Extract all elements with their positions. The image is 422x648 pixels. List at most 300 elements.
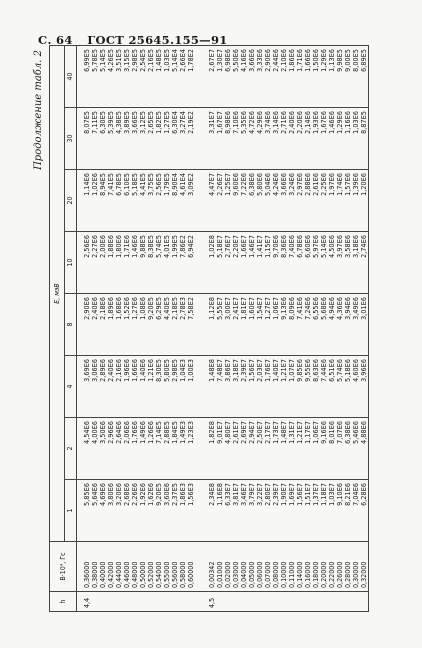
value-cell: 4,16Е6 — [240, 45, 248, 107]
value-cell: 9,13Е6 — [280, 294, 288, 356]
value-cell: 6,98Е6 — [224, 45, 232, 107]
value-cell: 2,00Е6 — [99, 232, 107, 294]
value-cell: 9,00Е5 — [344, 45, 352, 107]
value-cell: 6,51Е6 — [328, 356, 336, 418]
energy-header-cell: 4 — [65, 356, 77, 418]
value-cell: 5,18Е7 — [216, 232, 224, 294]
value-cell: 4,01Е5 — [163, 232, 171, 294]
value-cell: 1,67Е7 — [216, 108, 224, 170]
h-cell — [155, 592, 163, 612]
h-cell — [115, 592, 123, 612]
value-cell: 2,26Е6 — [131, 480, 139, 542]
h-cell — [352, 592, 360, 612]
value-cell: 2,54Е5 — [139, 45, 147, 107]
value-cell: 2,68Е6 — [123, 480, 131, 542]
h-cell — [131, 592, 139, 612]
value-cell: 1,56Е7 — [248, 356, 256, 418]
value-cell: 4,60Е6 — [352, 356, 360, 418]
h-cell — [280, 592, 288, 612]
value-cell: 1,71Е6 — [123, 232, 131, 294]
b-value-cell: 0,10000 — [280, 542, 288, 592]
value-cell: 1,66Е7 — [240, 232, 248, 294]
value-cell: 5,85Е6 — [77, 480, 92, 542]
b-value-cell: 0,36000 — [77, 542, 92, 592]
value-cell: 8,30Е5 — [155, 356, 163, 418]
value-cell: 1,71Е6 — [296, 45, 304, 107]
value-cell: 2,98Е5 — [171, 356, 179, 418]
value-cell: 4,61Е4 — [179, 170, 187, 232]
value-cell: 2,19Е2 — [187, 108, 195, 170]
b-value-cell: 0,52000 — [147, 542, 155, 592]
value-cell: 4,69Е6 — [99, 480, 107, 542]
value-cell: 3,74Е6 — [264, 108, 272, 170]
h-cell — [224, 592, 232, 612]
value-cell: 2,20Е6 — [296, 108, 304, 170]
value-cell: 3,69Е6 — [77, 356, 92, 418]
energy-header-cell: 8 — [65, 294, 77, 356]
b-value-cell: 0,07000 — [264, 542, 272, 592]
energy-header-cell: 10 — [65, 232, 77, 294]
value-cell: 2,26Е7 — [216, 170, 224, 232]
value-cell: 2,71Е6 — [280, 108, 288, 170]
value-cell: 9,10Е6 — [336, 480, 344, 542]
value-cell: 7,86Е2 — [179, 232, 187, 294]
value-cell: 2,44Е6 — [272, 45, 280, 107]
value-cell: 5,78Е5 — [91, 45, 99, 107]
b-value-cell: 0,50000 — [139, 542, 147, 592]
table-body — [77, 45, 369, 611]
value-cell: 3,33Е6 — [256, 45, 264, 107]
value-cell: 1,03Е5 — [163, 45, 171, 107]
value-cell: 1,84Е5 — [171, 418, 179, 480]
energy-group-header — [50, 45, 65, 541]
value-cell: 1,29Е6 — [320, 45, 328, 107]
b-value-cell: 0,56000 — [171, 542, 179, 592]
value-cell: 3,00Е7 — [224, 294, 232, 356]
b-value-cell: 0,05000 — [248, 542, 256, 592]
value-cell: 1,74Е6 — [336, 170, 344, 232]
value-cell: 6,94Е2 — [187, 232, 195, 294]
value-cell: 1,78Е2 — [187, 45, 195, 107]
value-cell: 1,16Е6 — [344, 108, 352, 170]
value-cell: 2,16Е5 — [147, 45, 155, 107]
value-cell: 5,18Е6 — [344, 356, 352, 418]
value-cell: 2,67Е7 — [202, 45, 216, 107]
energy-header-cell: 30 — [65, 108, 77, 170]
value-cell: 3,15Е5 — [123, 45, 131, 107]
value-cell: 2,40Е6 — [107, 356, 115, 418]
value-cell: 9,98Е5 — [336, 45, 344, 107]
value-cell: 8,21Е6 — [344, 480, 352, 542]
value-cell: 4,50Е6 — [328, 232, 336, 294]
value-cell: 1,04Е3 — [179, 356, 187, 418]
value-cell: 1,02Е8 — [202, 232, 216, 294]
value-cell: 6,78Е6 — [296, 232, 304, 294]
value-cell: 5,68Е6 — [320, 294, 328, 356]
gap-cell — [195, 356, 202, 418]
h-cell — [264, 592, 272, 612]
value-cell: 1,60Е7 — [248, 294, 256, 356]
value-cell: 2,14Е6 — [304, 108, 312, 170]
value-cell: 1,89Е6 — [107, 294, 115, 356]
value-cell: 5,64Е6 — [91, 480, 99, 542]
value-cell: 3,18Е7 — [232, 356, 240, 418]
gap-cell — [195, 592, 202, 612]
value-cell: 1,13Е6 — [328, 45, 336, 107]
h-cell — [296, 592, 304, 612]
value-cell: 3,24Е6 — [288, 170, 296, 232]
value-cell: 1,20Е6 — [360, 170, 369, 232]
h-cell — [91, 592, 99, 612]
b-value-cell: 0,60000 — [187, 542, 195, 592]
value-cell: 1,18Е7 — [320, 480, 328, 542]
value-cell: 6,99Е5 — [77, 45, 92, 107]
value-cell: 1,26Е6 — [147, 418, 155, 480]
b-value-cell: 0,16000 — [304, 542, 312, 592]
value-cell: 9,85Е6 — [296, 356, 304, 418]
value-cell: 1,40Е7 — [272, 356, 280, 418]
value-cell: 2,88Е6 — [304, 170, 312, 232]
value-cell: 2,27Е6 — [91, 232, 99, 294]
value-cell: 1,25Е7 — [224, 170, 232, 232]
value-cell: 2,25Е6 — [320, 170, 328, 232]
value-cell: 7,22Е6 — [240, 170, 248, 232]
value-cell: 2,89Е6 — [99, 356, 107, 418]
value-cell: 1,67Е6 — [320, 108, 328, 170]
h-cell — [179, 592, 187, 612]
value-cell: 1,00Е3 — [187, 356, 195, 418]
value-cell: 8,98Е6 — [224, 108, 232, 170]
value-cell: 8,07Е5 — [77, 108, 92, 170]
value-cell: 1,14Е6 — [77, 170, 92, 232]
value-cell: 2,34Е8 — [202, 480, 216, 542]
value-cell: 3,81Е7 — [232, 480, 240, 542]
value-cell: 3,66Е6 — [280, 170, 288, 232]
value-cell: 1,50Е6 — [312, 45, 320, 107]
value-cell: 1,21Е7 — [296, 418, 304, 480]
gap-cell — [195, 418, 202, 480]
value-cell: 2,66Е4 — [179, 45, 187, 107]
value-cell: 1,76Е6 — [131, 418, 139, 480]
value-cell: 7,41Е5 — [107, 170, 115, 232]
value-cell: 4,36Е6 — [336, 294, 344, 356]
value-cell: 1,46Е6 — [131, 232, 139, 294]
value-cell: 8,90Е4 — [171, 170, 179, 232]
value-cell: 1,46Е6 — [328, 108, 336, 170]
value-cell: 6,30Е5 — [99, 108, 107, 170]
gap-cell — [195, 232, 202, 294]
value-cell: 4,41Е5 — [139, 170, 147, 232]
value-cell: 2,76Е7 — [224, 232, 232, 294]
gap-cell — [195, 542, 202, 592]
b-value-cell: 0,08000 — [272, 542, 280, 592]
b-value-cell: 0,22000 — [328, 542, 336, 592]
value-cell: 1,02Е6 — [91, 170, 99, 232]
value-cell: 8,36Е6 — [280, 232, 288, 294]
b-value-cell: 0,44000 — [115, 542, 123, 592]
value-cell: 2,97Е6 — [296, 170, 304, 232]
b-value-cell: 0,30000 — [352, 542, 360, 592]
h-cell — [171, 592, 179, 612]
value-cell: 2,64Е6 — [115, 418, 123, 480]
value-cell: 4,29Е6 — [256, 108, 264, 170]
value-cell: 3,09Е2 — [187, 170, 195, 232]
value-cell: 1,41Е7 — [256, 232, 264, 294]
value-cell: 1,48Е7 — [280, 418, 288, 480]
value-cell: 3,97Е6 — [336, 232, 344, 294]
value-cell: 1,76Е7 — [264, 356, 272, 418]
value-cell: 1,12Е8 — [202, 294, 216, 356]
value-cell: 1,15Е7 — [264, 232, 272, 294]
value-cell: 9,55Е6 — [304, 356, 312, 418]
col-b-header: B·10⁴, Гс — [50, 542, 77, 592]
value-cell: 4,54Е6 — [77, 418, 92, 480]
value-cell: 2,37Е5 — [171, 480, 179, 542]
value-cell: 2,98Е5 — [131, 45, 139, 107]
h-cell — [328, 592, 336, 612]
value-cell: 2,61Е6 — [312, 170, 320, 232]
value-cell: 2,94Е7 — [248, 418, 256, 480]
gap-cell — [195, 108, 202, 170]
value-cell: 3,66Е6 — [248, 45, 256, 107]
value-cell: 2,80Е7 — [264, 480, 272, 542]
value-cell: 1,21Е6 — [147, 356, 155, 418]
value-cell: 1,27Е6 — [131, 294, 139, 356]
value-cell: 9,88Е5 — [139, 232, 147, 294]
gap-cell — [195, 170, 202, 232]
value-cell: 8,38Е5 — [147, 232, 155, 294]
b-value-cell: 0,58000 — [179, 542, 187, 592]
b-value-cell: 0,11000 — [288, 542, 296, 592]
value-cell: 2,18Е6 — [99, 294, 107, 356]
value-cell: 4,40Е5 — [163, 294, 171, 356]
value-cell: 5,14Е4 — [171, 45, 179, 107]
value-cell: 7,14Е5 — [155, 418, 163, 480]
value-cell: 3,50Е6 — [99, 418, 107, 480]
value-cell: 1,82Е5 — [155, 108, 163, 170]
energy-header-cell: 1 — [65, 480, 77, 542]
value-cell: 3,46Е7 — [240, 480, 248, 542]
h-cell — [248, 592, 256, 612]
value-cell: 6,60Е6 — [304, 232, 312, 294]
value-cell: 5,55Е7 — [216, 294, 224, 356]
value-cell: 5,14Е5 — [99, 45, 107, 107]
value-cell: 3,75Е5 — [147, 170, 155, 232]
value-cell: 9,60Е6 — [232, 170, 240, 232]
b-value-cell: 0,06000 — [256, 542, 264, 592]
value-cell: 1,21Е7 — [280, 356, 288, 418]
value-cell: 3,86Е7 — [224, 356, 232, 418]
energy-header-cell: 20 — [65, 170, 77, 232]
value-cell: 2,20Е7 — [232, 232, 240, 294]
value-cell: 9,16Е6 — [320, 418, 328, 480]
h-cell — [256, 592, 264, 612]
h-cell — [304, 592, 312, 612]
value-cell: 1,08Е6 — [139, 294, 147, 356]
value-cell: 1,81Е7 — [240, 294, 248, 356]
value-cell: 6,33Е7 — [224, 480, 232, 542]
value-cell: 1,51Е7 — [304, 480, 312, 542]
b-value-cell: 0,01000 — [216, 542, 224, 592]
value-cell: 3,51Е5 — [115, 45, 123, 107]
value-cell: 1,49Е3 — [179, 418, 187, 480]
value-cell: 9,01Е7 — [216, 418, 224, 480]
value-cell: 3,58Е6 — [344, 232, 352, 294]
value-cell: 7,24Е6 — [304, 294, 312, 356]
page-number: С. 64 — [38, 33, 73, 47]
value-cell: 1,92Е6 — [139, 480, 147, 542]
value-cell: 1,73Е7 — [272, 418, 280, 480]
value-cell: 1,66Е6 — [304, 45, 312, 107]
value-cell: 2,96Е6 — [107, 418, 115, 480]
value-cell: 2,65Е5 — [147, 108, 155, 170]
value-cell: 1,86Е6 — [288, 45, 296, 107]
value-cell: 1,69Е7 — [288, 480, 296, 542]
value-cell: 3,14Е6 — [272, 108, 280, 170]
value-cell: 3,94Е6 — [344, 294, 352, 356]
value-cell: 1,16Е8 — [216, 480, 224, 542]
value-cell: 5,35Е6 — [240, 108, 248, 170]
value-cell: 1,68Е6 — [115, 294, 123, 356]
value-cell: 2,69Е7 — [240, 418, 248, 480]
value-cell: 1,31Е7 — [288, 418, 296, 480]
value-cell: 8,94Е5 — [99, 170, 107, 232]
value-cell: 6,89Е5 — [360, 45, 369, 107]
h-cell — [99, 592, 107, 612]
b-value-cell: 0,04000 — [240, 542, 248, 592]
energy-group-label: E, мэВ — [52, 283, 61, 304]
h-cell — [123, 592, 131, 612]
value-cell: 2,40Е6 — [91, 294, 99, 356]
value-cell: 4,00Е6 — [91, 418, 99, 480]
b-value-cell: 0,46000 — [123, 542, 131, 592]
value-cell: 5,18Е5 — [131, 170, 139, 232]
value-cell: 7,10Е6 — [232, 108, 240, 170]
value-cell: 2,78Е3 — [179, 294, 187, 356]
value-cell: 2,03Е7 — [256, 356, 264, 418]
rotated-table-block — [33, 46, 411, 612]
b-value-cell: 0,40000 — [99, 542, 107, 592]
value-cell: 6,29Е5 — [155, 294, 163, 356]
h-cell — [320, 592, 328, 612]
b-value-cell: 0,54000 — [155, 542, 163, 592]
value-cell: 1,86Е3 — [179, 480, 187, 542]
value-cell: 1,97Е6 — [328, 170, 336, 232]
value-cell: 5,39Е5 — [107, 108, 115, 170]
value-cell: 5,04Е6 — [264, 170, 272, 232]
value-cell: 7,40Е6 — [288, 232, 296, 294]
value-cell: 4,24Е6 — [272, 170, 280, 232]
value-cell: 1,03Е7 — [328, 480, 336, 542]
b-value-cell: 0,42000 — [107, 542, 115, 592]
value-cell: 2,56Е6 — [77, 232, 92, 294]
value-cell: 6,55Е6 — [312, 294, 320, 356]
value-cell: 1,56Е7 — [296, 480, 304, 542]
value-cell: 6,10Е5 — [123, 170, 131, 232]
value-cell: 4,80Е7 — [224, 418, 232, 480]
value-cell: 3,22Е7 — [256, 480, 264, 542]
value-cell: 1,27Е5 — [163, 108, 171, 170]
energy-header-row — [65, 45, 77, 611]
value-cell: 1,07Е7 — [288, 356, 296, 418]
h-cell — [288, 592, 296, 612]
gap-cell — [195, 480, 202, 542]
value-cell: 1,80Е6 — [115, 232, 123, 294]
value-cell: 1,88Е6 — [107, 232, 115, 294]
value-cell: 7,58Е2 — [187, 294, 195, 356]
h-cell — [107, 592, 115, 612]
value-cell: 4,94Е6 — [328, 294, 336, 356]
value-cell: 9,20Е5 — [155, 480, 163, 542]
b-value-cell: 0,18000 — [312, 542, 320, 592]
value-cell: 3,96Е6 — [360, 356, 369, 418]
table-caption: Продолжение табл. 2 — [33, 50, 44, 170]
value-cell: 2,88Е5 — [163, 418, 171, 480]
value-cell: 1,52Е6 — [123, 294, 131, 356]
h-cell — [336, 592, 344, 612]
h-cell — [163, 592, 171, 612]
value-cell: 4,72Е6 — [248, 108, 256, 170]
value-cell: 8,01Е6 — [328, 418, 336, 480]
b-value-cell: 0,20000 — [320, 542, 328, 592]
value-cell: 1,03Е6 — [352, 108, 360, 170]
value-cell: 1,56Е3 — [187, 480, 195, 542]
table-row — [187, 45, 195, 611]
value-cell: 5,46Е6 — [352, 418, 360, 480]
h-cell — [240, 592, 248, 612]
value-cell: 1,54Е7 — [256, 294, 264, 356]
h-cell — [139, 592, 147, 612]
h-cell — [187, 592, 195, 612]
value-cell: 3,79Е7 — [248, 480, 256, 542]
value-cell: 1,48Е5 — [155, 45, 163, 107]
value-cell: 7,07Е6 — [336, 418, 344, 480]
standard-title: ГОСТ 25645.155—91 — [87, 33, 228, 47]
table-row — [202, 45, 216, 611]
b-value-cell: 0,14000 — [296, 542, 304, 592]
b-value-cell: 0,55000 — [163, 542, 171, 592]
value-cell: 1,90Е7 — [280, 480, 288, 542]
value-cell: 6,28Е6 — [360, 480, 369, 542]
value-cell: 1,23Е3 — [187, 418, 195, 480]
value-cell: 3,27Е4 — [179, 108, 187, 170]
value-cell: 6,78Е5 — [115, 170, 123, 232]
value-cell: 2,74Е6 — [360, 232, 369, 294]
value-cell: 2,18Е5 — [171, 294, 179, 356]
data-table — [49, 45, 369, 612]
value-cell: 2,10Е6 — [280, 45, 288, 107]
b-value-cell: 0,03000 — [232, 542, 240, 592]
value-cell: 8,09Е6 — [288, 294, 296, 356]
value-cell: 2,40Е6 — [288, 108, 296, 170]
h-cell — [272, 592, 280, 612]
value-cell: 3,01Е6 — [360, 294, 369, 356]
value-cell: 1,40Е6 — [139, 356, 147, 418]
h-cell: 4,4 — [77, 592, 92, 612]
value-cell: 1,99Е5 — [171, 232, 179, 294]
value-cell: 3,31Е7 — [202, 108, 216, 170]
value-cell: 3,18Е6 — [352, 232, 360, 294]
energy-header-cell: 40 — [65, 45, 77, 107]
b-value-cell: 0,28000 — [344, 542, 352, 592]
gap-cell — [195, 294, 202, 356]
b-value-cell: 0,26000 — [336, 542, 344, 592]
value-cell: 1,66Е6 — [131, 356, 139, 418]
value-cell: 2,41Е7 — [232, 294, 240, 356]
value-cell: 1,79Е5 — [163, 170, 171, 232]
value-cell: 4,88Е6 — [360, 418, 369, 480]
value-cell: 3,49Е6 — [352, 294, 360, 356]
